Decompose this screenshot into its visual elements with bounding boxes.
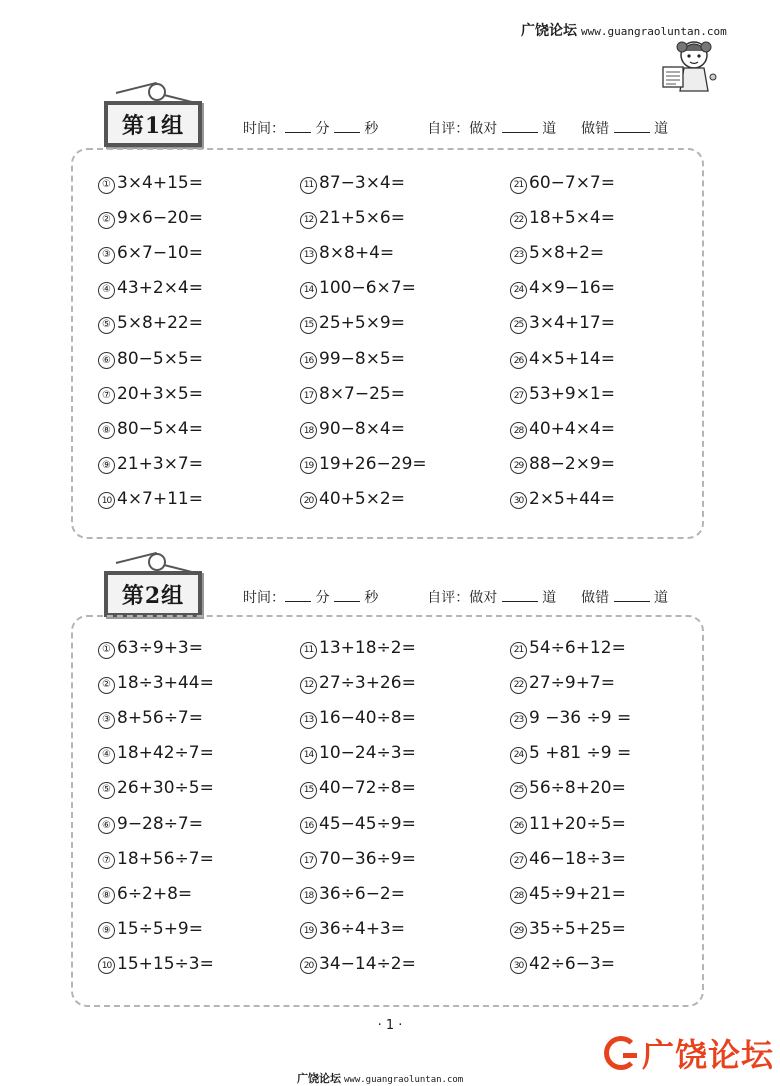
footer-site-name: 广饶论坛 [297, 1072, 341, 1085]
problem-expression: 25+5×9= [319, 313, 405, 334]
problem-expression: 70−36÷9= [319, 848, 416, 869]
problem-expression: 63÷9+3= [117, 638, 203, 658]
problem-expression: 2×5+44= [529, 488, 615, 509]
logo-g-icon [604, 1036, 638, 1070]
problem-expression: 4×5+14= [529, 348, 615, 369]
problem-item [510, 313, 615, 334]
problem-expression: 18+56÷7= [117, 848, 214, 869]
problem-number: ⑨ [98, 457, 115, 474]
problem-number: 28 [510, 887, 527, 904]
problem-number: 17 [300, 387, 317, 404]
problem-expression: 26+30÷5= [117, 778, 214, 799]
second-label: 秒 [364, 121, 379, 137]
problem-expression: 8×8+4= [319, 243, 395, 264]
problem-expression: 9 −36 ÷9 = [529, 708, 632, 729]
problem-expression: 40+4×4= [529, 418, 615, 439]
problem-number: 25 [510, 317, 527, 334]
problem-item [510, 849, 626, 870]
problem-item [98, 919, 203, 940]
problem-item [300, 919, 405, 940]
problem-number: 12 [300, 212, 317, 229]
problem-item [510, 638, 626, 659]
problem-number: 14 [300, 282, 317, 299]
problem-item [98, 638, 203, 659]
problem-item [300, 208, 405, 229]
problem-number: 12 [300, 677, 317, 694]
problem-expression: 16−40÷8= [319, 708, 416, 729]
problem-expression: 13+18÷2= [319, 638, 416, 658]
problem-item [300, 278, 416, 299]
problem-expression: 18÷3+44= [117, 673, 214, 694]
problem-expression: 21+3×7= [117, 453, 203, 474]
problem-number: 26 [510, 817, 527, 834]
problem-item [510, 384, 615, 405]
problem-expression: 3×4+17= [529, 313, 615, 334]
problem-number: 29 [510, 922, 527, 939]
problem-number: 25 [510, 782, 527, 799]
problem-expression: 46−18÷3= [529, 848, 626, 869]
problem-number: ③ [98, 247, 115, 264]
wrong-label: 做错 [581, 590, 610, 606]
minute-blank [285, 120, 311, 133]
problem-number: ⑨ [98, 922, 115, 939]
problem-item [98, 454, 203, 475]
problem-number: ⑧ [98, 887, 115, 904]
problem-number: 26 [510, 352, 527, 369]
problem-number: ⑦ [98, 852, 115, 869]
problem-expression: 9−28÷7= [117, 813, 203, 834]
problem-item [98, 778, 214, 799]
problem-expression: 87−3×4= [319, 173, 405, 193]
time-label: 时间： [243, 590, 285, 606]
problem-item [98, 349, 203, 370]
problem-number: 11 [300, 177, 317, 194]
problem-expression: 18+5×4= [529, 208, 615, 229]
problem-number: 21 [510, 642, 527, 659]
second-blank [334, 120, 360, 133]
group-1-panel [71, 148, 704, 539]
problem-number: 22 [510, 212, 527, 229]
problem-expression: 21+5×6= [319, 208, 405, 229]
problem-number: 27 [510, 852, 527, 869]
problem-item [510, 489, 615, 510]
wrong-label: 做错 [581, 121, 610, 137]
footer-site [297, 1070, 463, 1086]
problem-item [300, 173, 405, 194]
problem-item [300, 778, 416, 799]
problem-expression: 53+9×1= [529, 383, 615, 404]
problem-number: 23 [510, 247, 527, 264]
problem-number: 11 [300, 642, 317, 659]
problem-number: ① [98, 177, 115, 194]
problem-number: 10 [98, 957, 115, 974]
minute-label: 分 [315, 121, 330, 137]
problem-item [510, 243, 604, 264]
problem-expression: 9×6−20= [117, 208, 203, 229]
problem-item [510, 954, 615, 975]
problem-number: ⑤ [98, 317, 115, 334]
problem-item [98, 419, 203, 440]
problem-item [300, 814, 416, 835]
minute-blank [285, 589, 311, 602]
problem-item [510, 743, 631, 764]
problem-expression: 90−8×4= [319, 418, 405, 439]
problem-item [98, 884, 192, 905]
problem-item [98, 208, 203, 229]
problem-item [300, 454, 427, 475]
problem-number: 24 [510, 282, 527, 299]
problem-number: ① [98, 642, 115, 659]
problem-number: 14 [300, 747, 317, 764]
problem-number: ④ [98, 282, 115, 299]
problem-item [300, 673, 416, 694]
problem-expression: 27÷9+7= [529, 673, 615, 694]
problem-item [98, 814, 203, 835]
problem-number: 28 [510, 422, 527, 439]
problem-number: ③ [98, 712, 115, 729]
problem-item [300, 954, 416, 975]
problem-expression: 4×9−16= [529, 278, 615, 299]
problem-item [98, 278, 203, 299]
page-number: · 1 · [377, 1018, 403, 1033]
problem-item [300, 489, 405, 510]
problem-item [510, 454, 615, 475]
problem-item [300, 708, 416, 729]
second-label: 秒 [364, 590, 379, 606]
problem-item [510, 349, 615, 370]
logo-text: 广饶论坛 [642, 1036, 775, 1074]
problem-item [98, 243, 203, 264]
correct-blank [502, 120, 538, 133]
group-1-title-text: 第1组 [121, 112, 185, 139]
problem-expression: 60−7×7= [529, 173, 615, 193]
problem-expression: 43+2×4= [117, 278, 203, 299]
problem-number: 29 [510, 457, 527, 474]
problem-expression: 8×7−25= [319, 383, 405, 404]
problem-expression: 5×8+22= [117, 313, 203, 334]
problem-number: 27 [510, 387, 527, 404]
problem-item [300, 884, 405, 905]
problem-item [300, 313, 405, 334]
problem-item [510, 673, 615, 694]
girl-reading-mascot-icon [660, 37, 720, 99]
problem-expression: 8+56÷7= [117, 708, 203, 729]
problem-item [300, 849, 416, 870]
problem-expression: 19+26−29= [319, 453, 427, 474]
group-2-meta [243, 587, 668, 607]
problem-item [98, 743, 214, 764]
self-eval-label: 自评：做对 [427, 590, 498, 606]
hanger-hook-icon [148, 83, 166, 101]
problem-item [98, 849, 214, 870]
problem-number: ② [98, 677, 115, 694]
problem-item [300, 243, 394, 264]
problem-item [98, 489, 203, 510]
problem-number: 16 [300, 817, 317, 834]
time-label: 时间： [243, 121, 285, 137]
problem-number: 15 [300, 317, 317, 334]
problem-number: 20 [300, 957, 317, 974]
problem-expression: 56÷8+20= [529, 778, 626, 799]
problem-expression: 11+20÷5= [529, 813, 626, 834]
problem-expression: 15÷5+9= [117, 918, 203, 939]
problem-item [510, 814, 626, 835]
footer-site-url: www.guangraoluntan.com [344, 1075, 464, 1085]
wrong-blank [614, 120, 650, 133]
problem-expression: 10−24÷3= [319, 743, 416, 764]
problem-number: 22 [510, 677, 527, 694]
problem-item [510, 919, 626, 940]
problem-number: 30 [510, 957, 527, 974]
problem-expression: 99−8×5= [319, 348, 405, 369]
problem-number: 30 [510, 492, 527, 509]
problem-expression: 6÷2+8= [117, 883, 193, 904]
problem-number: ⑤ [98, 782, 115, 799]
problem-item [98, 384, 203, 405]
problem-expression: 36÷6−2= [319, 883, 405, 904]
problem-number: ② [98, 212, 115, 229]
problem-item [510, 278, 615, 299]
problem-number: 18 [300, 422, 317, 439]
problem-number: 16 [300, 352, 317, 369]
problem-expression: 36÷4+3= [319, 918, 405, 939]
problem-item [510, 173, 615, 194]
hanger-hook-icon [148, 553, 166, 571]
problem-number: 20 [300, 492, 317, 509]
problem-expression: 6×7−10= [117, 243, 203, 264]
minute-label: 分 [315, 590, 330, 606]
problem-expression: 88−2×9= [529, 453, 615, 474]
problem-item [510, 884, 626, 905]
problem-expression: 3×4+15= [117, 173, 203, 193]
problem-item [300, 349, 405, 370]
header-site-name: 广饶论坛 [521, 23, 577, 39]
problem-number: 19 [300, 922, 317, 939]
problem-number: 13 [300, 712, 317, 729]
wrong-blank [614, 589, 650, 602]
problem-item [98, 954, 214, 975]
group-2-title [104, 571, 202, 617]
group-2-title-text: 第2组 [121, 582, 185, 609]
group-1-meta [243, 118, 668, 138]
brand-logo [604, 1030, 774, 1076]
problem-number: 15 [300, 782, 317, 799]
unit-label: 道 [542, 121, 557, 137]
problem-expression: 40+5×2= [319, 488, 405, 509]
unit-label: 道 [653, 590, 668, 606]
problem-expression: 100−6×7= [319, 278, 416, 299]
problem-number: ⑦ [98, 387, 115, 404]
problem-expression: 18+42÷7= [117, 743, 214, 764]
problem-expression: 35÷5+25= [529, 918, 626, 939]
problem-item [98, 708, 203, 729]
correct-blank [502, 589, 538, 602]
header-site-url: www.guangraoluntan.com [581, 25, 727, 38]
problem-expression: 4×7+11= [117, 488, 203, 509]
problem-expression: 5×8+2= [529, 243, 605, 264]
problem-expression: 34−14÷2= [319, 953, 416, 974]
problem-number: ⑧ [98, 422, 115, 439]
problem-number: 21 [510, 177, 527, 194]
problem-item [510, 708, 631, 729]
problem-number: 19 [300, 457, 317, 474]
problem-expression: 45−45÷9= [319, 813, 416, 834]
unit-label: 道 [653, 121, 668, 137]
problem-number: ⑥ [98, 817, 115, 834]
problem-expression: 40−72÷8= [319, 778, 416, 799]
problem-item [300, 419, 405, 440]
problem-number: 24 [510, 747, 527, 764]
self-eval-label: 自评：做对 [427, 121, 498, 137]
second-blank [334, 589, 360, 602]
problem-number: 10 [98, 492, 115, 509]
problem-number: 23 [510, 712, 527, 729]
problem-expression: 80−5×5= [117, 348, 203, 369]
problem-expression: 20+3×5= [117, 383, 203, 404]
problem-expression: 27÷3+26= [319, 673, 416, 694]
problem-number: 17 [300, 852, 317, 869]
problem-expression: 54÷6+12= [529, 638, 626, 658]
problem-item [300, 743, 416, 764]
problem-expression: 45÷9+21= [529, 883, 626, 904]
problem-item [510, 208, 615, 229]
unit-label: 道 [542, 590, 557, 606]
problem-item [300, 638, 416, 659]
problem-item [510, 778, 626, 799]
problem-item [510, 419, 615, 440]
problem-number: ⑥ [98, 352, 115, 369]
problem-item [98, 673, 214, 694]
problem-expression: 42÷6−3= [529, 953, 615, 974]
problem-number: 13 [300, 247, 317, 264]
group-1-title [104, 101, 202, 147]
problem-item [98, 313, 203, 334]
problem-expression: 15+15÷3= [117, 953, 214, 974]
problem-expression: 5 +81 ÷9 = [529, 743, 632, 764]
problem-number: 18 [300, 887, 317, 904]
problem-item [300, 384, 405, 405]
problem-expression: 80−5×4= [117, 418, 203, 439]
problem-number: ④ [98, 747, 115, 764]
problem-item [98, 173, 203, 194]
